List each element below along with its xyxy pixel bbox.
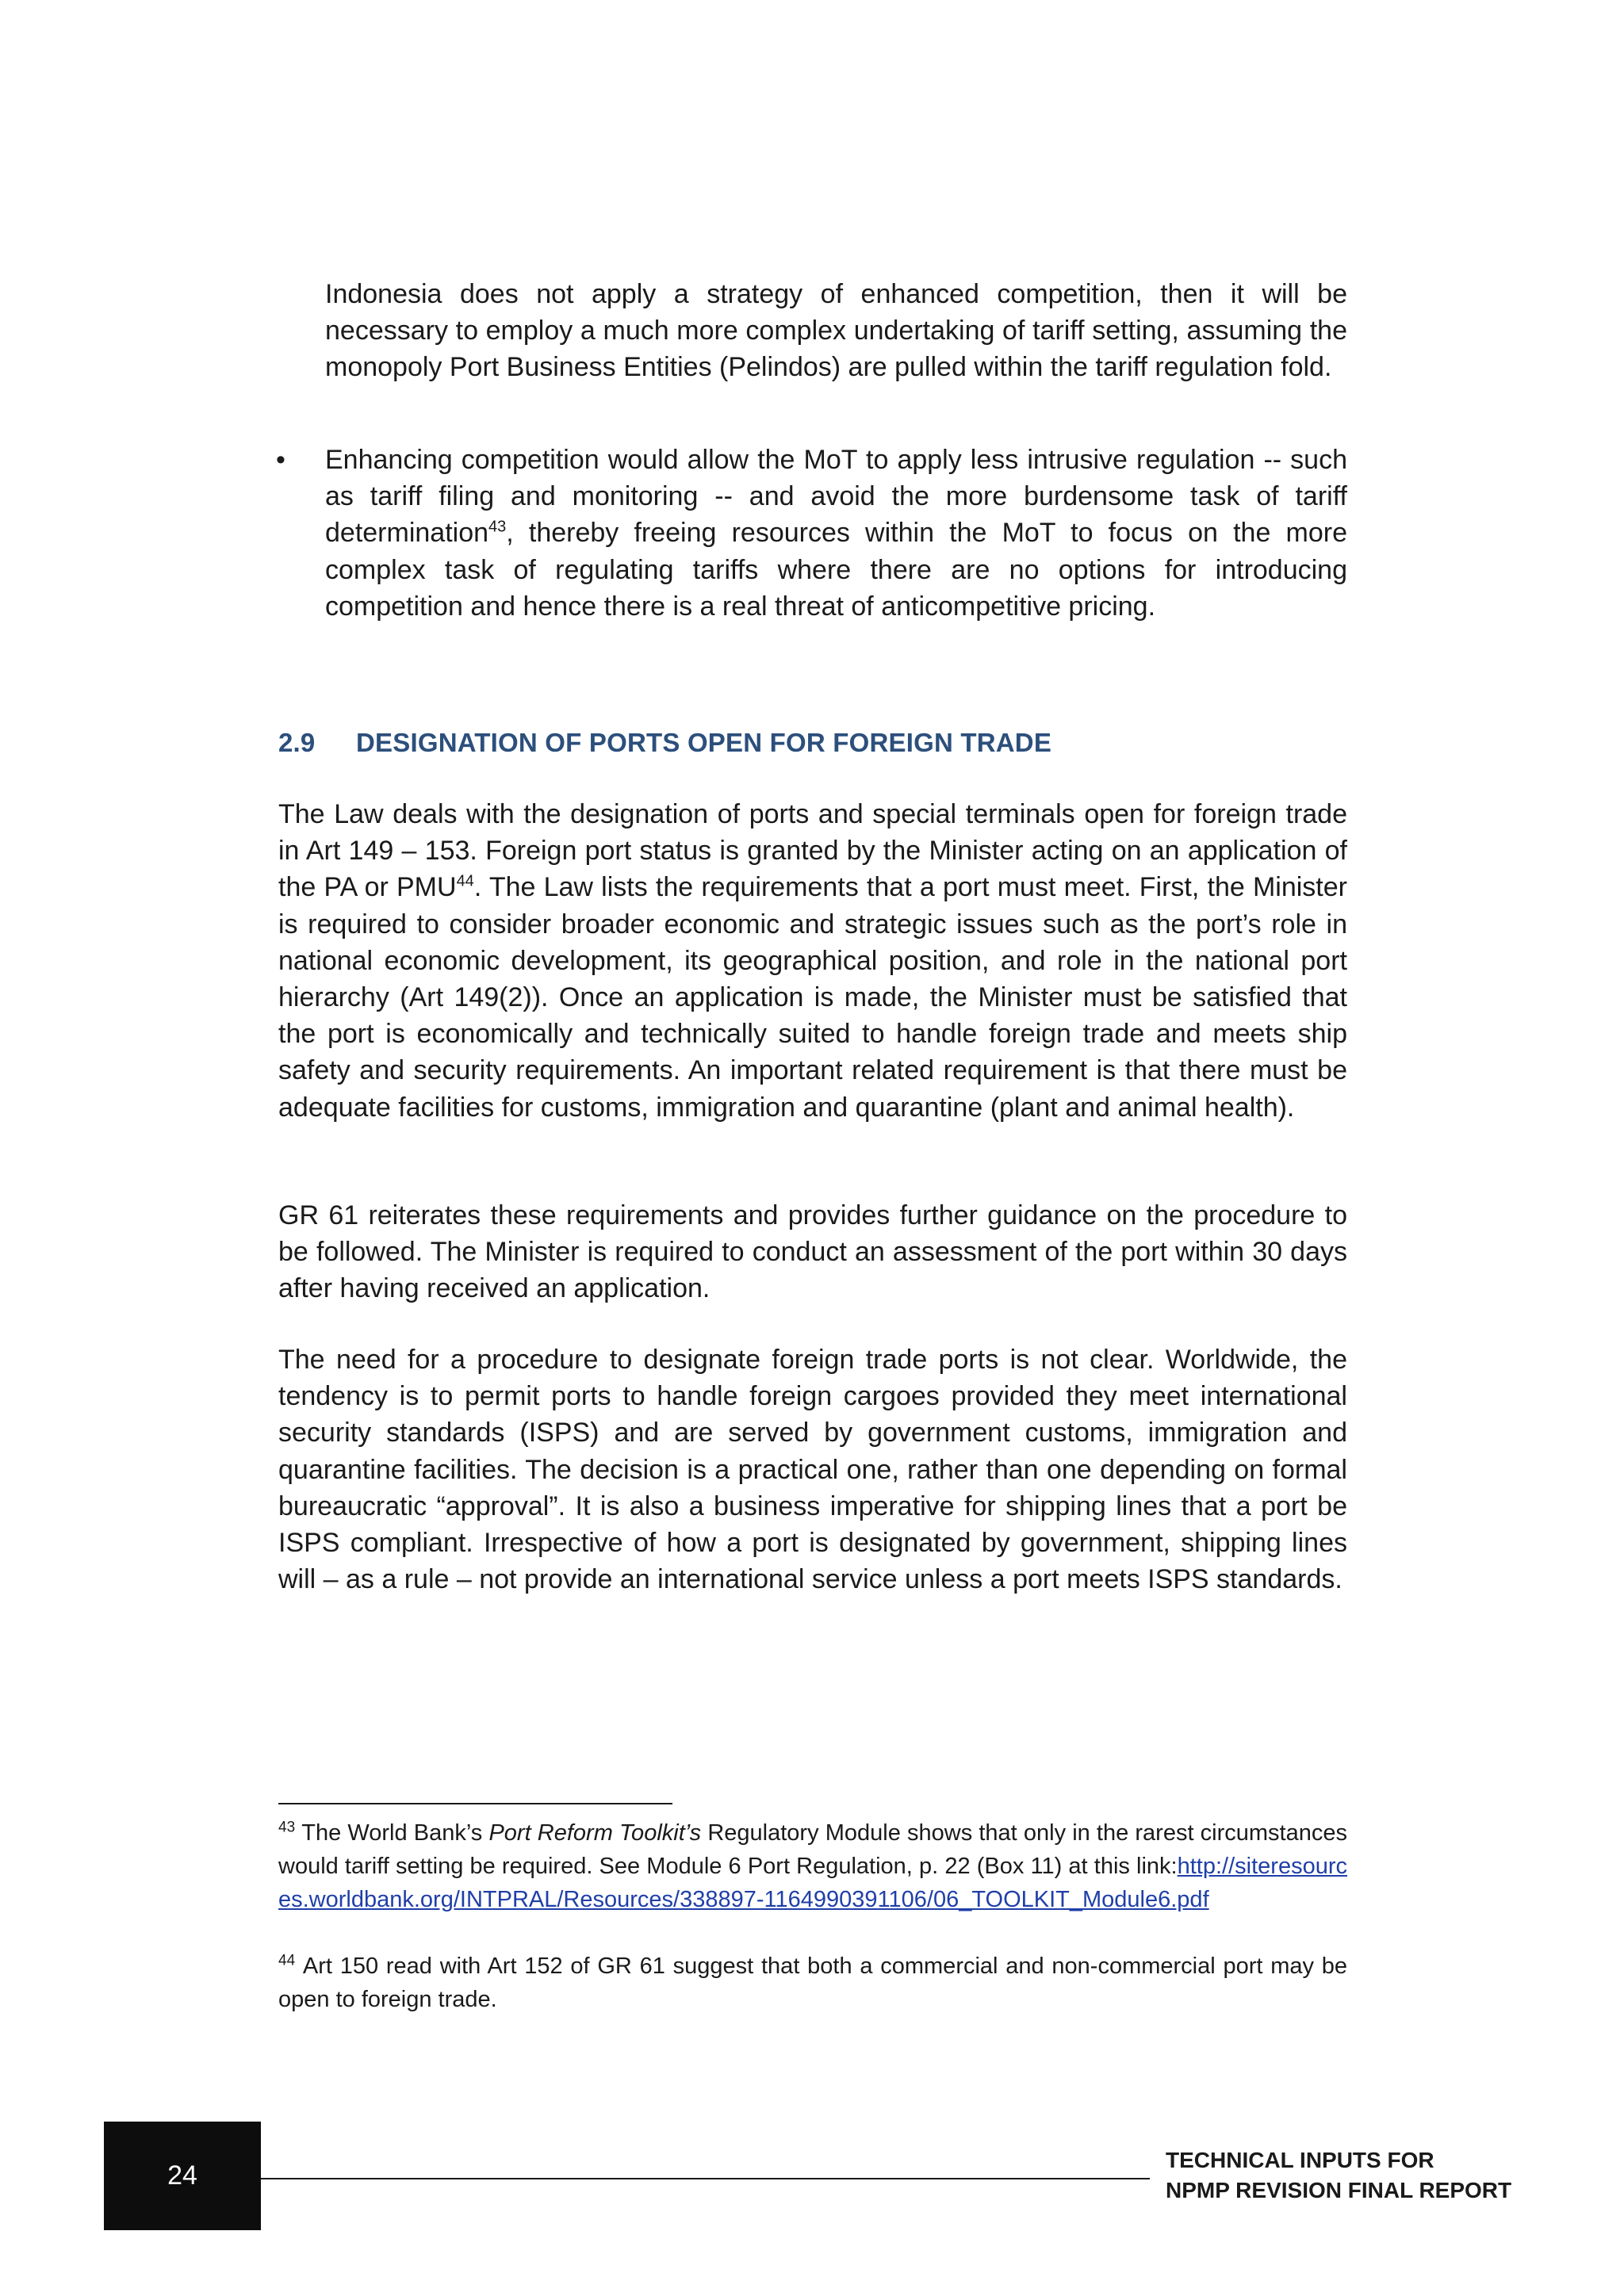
- paragraph1-text-after: . The Law lists the requirements that a port must meet. First, the Minister is required to consider broader economic and strategic issues such as the port’s role in national economic development, its geographical position, and role in the national port hierarchy (Art 149(2)). Once an application is made, the Minister must be satisfied that the port is economically and technically suited to handle foreign trade and meets ship safety and security requirements. An important related requirement is that there must be adequate facilities for customs, immigration and quarantine (plant and animal health).: [278, 872, 1347, 1123]
- bullet-text-after: , thereby freeing resources within the MoT to focus on the more complex task of regulating tariffs where there are no options for introducing competition and hence there is a real threat of anticompetitive pricing.: [325, 518, 1347, 622]
- footer-report-title: [1166, 2145, 1511, 2206]
- section-heading: [278, 728, 1051, 758]
- footnote-43-body: [278, 1816, 1347, 1916]
- section-number: 2.9: [278, 728, 316, 757]
- footnote-43: [278, 1816, 1347, 1916]
- footnote-43-number: 43: [278, 1819, 296, 1836]
- section-title: DESIGNATION OF PORTS OPEN FOR FOREIGN TRADE: [356, 728, 1052, 757]
- bullet-symbol: •: [276, 445, 285, 475]
- footer-rule: [261, 2178, 1150, 2179]
- footnote-ref-43[interactable]: 43: [488, 519, 507, 537]
- bullet-text-before: Enhancing competition would allow the MoT to apply less intrusive regulation -- such as tariff filing and monitoring -- and avoid the more burdensome task of tariff determination: [325, 445, 1347, 549]
- footer-title-line2: NPMP REVISION FINAL REPORT: [1166, 2178, 1512, 2202]
- footnote-separator: [278, 1803, 672, 1804]
- paragraph1-text-before: The Law deals with the designation of ports and special terminals open for foreign trade in Art 149 – 153. Foreign port status is granted by the Minister acting on an application of the PA or PMU: [278, 799, 1347, 903]
- footnote-43-text-before: The World Bank’s: [301, 1820, 489, 1846]
- page-number-box: [104, 2122, 261, 2230]
- footnote-ref-44[interactable]: 44: [456, 873, 474, 891]
- footnote-44: [278, 1950, 1347, 2016]
- paragraph-procedure-need: The need for a procedure to designate foreign trade ports is not clear. Worldwide, the tendency is to permit ports to handle foreign cargoes provided they meet international security standards (ISPS) and are served by government customs, immigration and quarantine facilities. The decision is a practical one, rather than one depending on formal bureaucratic “approval”. It is also a business imperative for shipping lines that a port be ISPS compliant. Irrespective of how a port is designated by government, shipping lines will – as a rule – not provide an international service unless a port meets ISPS standards.: [278, 1345, 1347, 1595]
- paragraph-gr61: GR 61 reiterates these requirements and provides further guidance on the procedure to be followed. The Minister is required to conduct an assessment of the port within 30 days after having received an application.: [278, 1200, 1347, 1304]
- toolkit-link[interactable]: http://siteresources.worldbank.org/INTPRAL/Resources/338897-1164990391106/06_TOOLKIT_Module6.pdf: [278, 1854, 1347, 1912]
- footer-title-line1: TECHNICAL INPUTS FOR: [1166, 2148, 1434, 2172]
- footnote-44-text: Art 150 read with Art 152 of GR 61 suggest that both a commercial and non-commercial port may be open to foreign trade.: [278, 1954, 1348, 2012]
- footnote-43-text-after: Regulatory Module shows that only in the rarest circumstances would tariff setting be required. See Module 6 Port Regulation, p. 22 (Box 11) at this link:: [278, 1820, 1348, 1879]
- footnote-44-body: [278, 1950, 1347, 2016]
- bullet-paragraph: [325, 442, 1347, 625]
- page-number: 24: [167, 2160, 197, 2191]
- continued-paragraph: Indonesia does not apply a strategy of enhanced competition, then it will be necessary to employ a much more complex undertaking of tariff setting, assuming the monopoly Port Business Entities (Pelindos) are pulled within the tariff regulation fold.: [325, 279, 1347, 383]
- paragraph-law-designation: [278, 796, 1347, 1126]
- footnote-44-number: 44: [278, 1952, 296, 1969]
- footnote-43-italic: Port Reform Toolkit’s: [488, 1820, 702, 1846]
